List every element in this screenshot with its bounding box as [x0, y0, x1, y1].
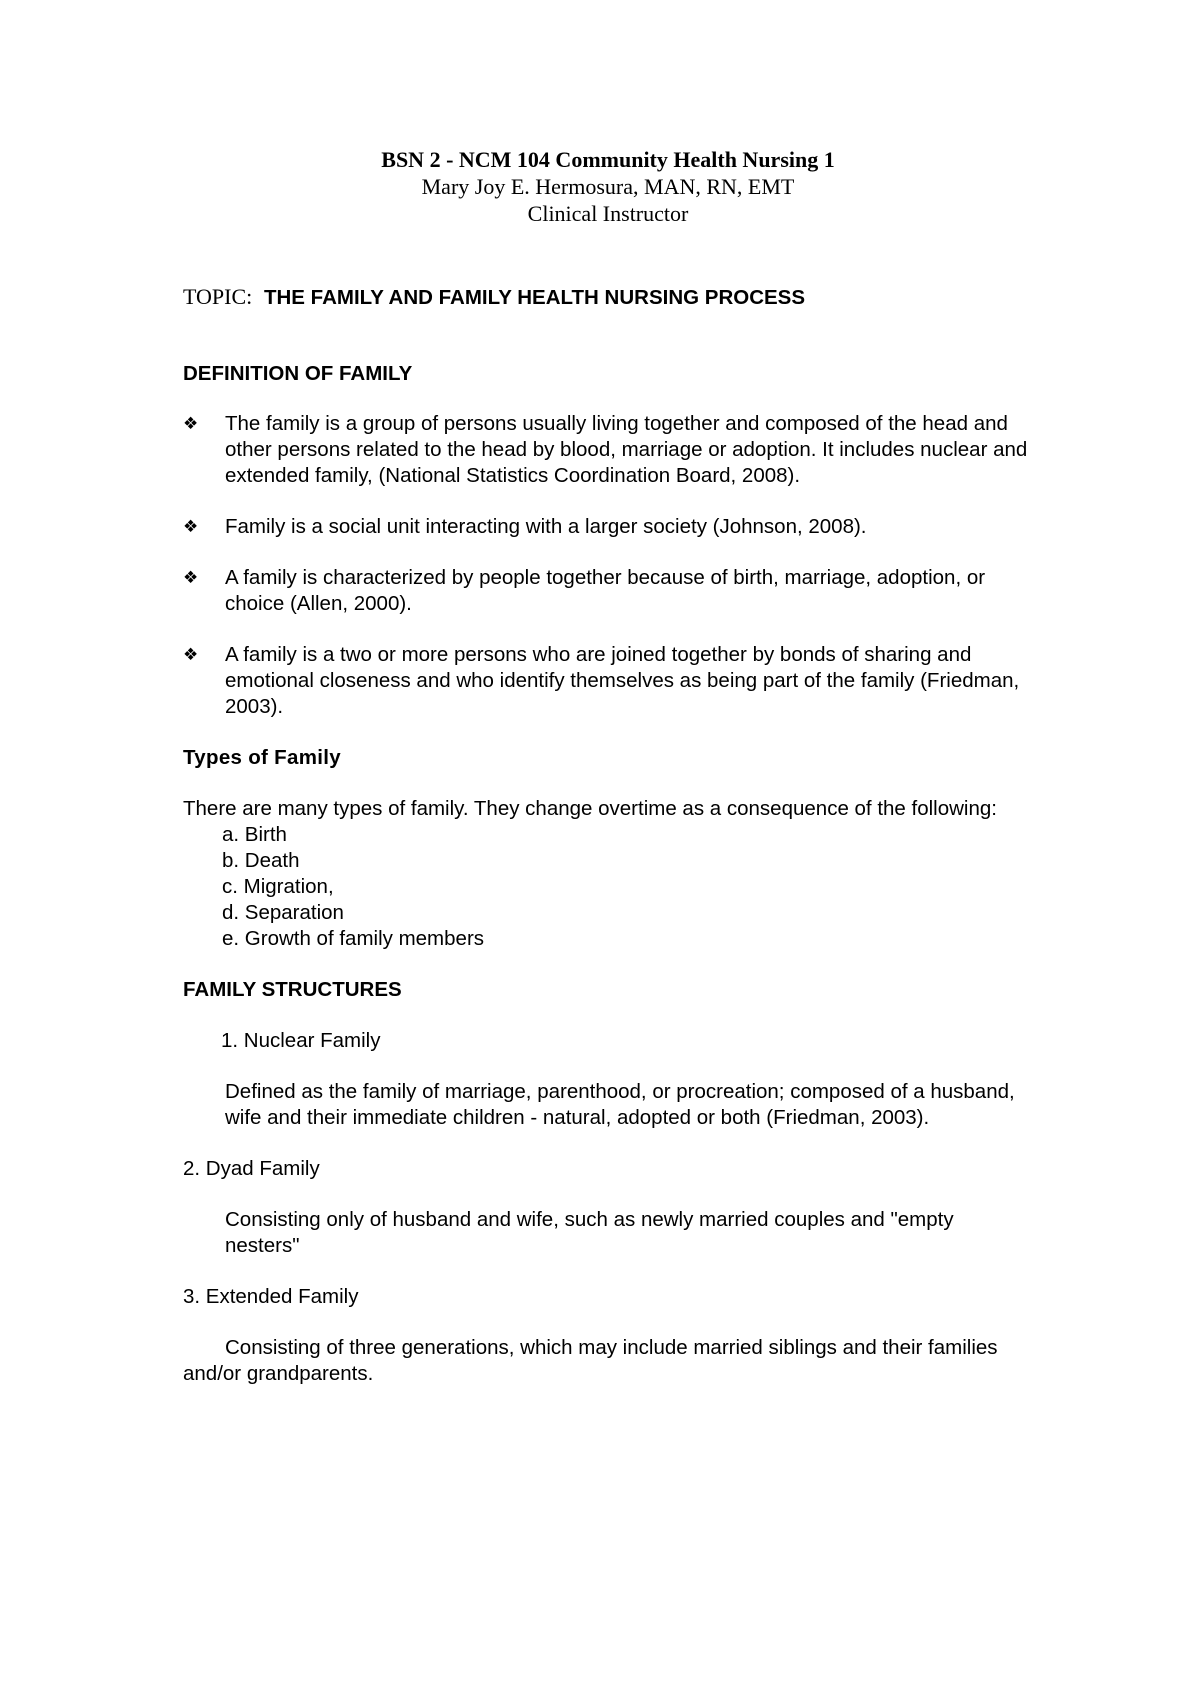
instructor-name: Mary Joy E. Hermosura, MAN, RN, EMT — [421, 174, 795, 199]
definition-item — [183, 565, 1033, 617]
definition-text: A family is a two or more persons who are joined together by bonds of sharing and emotional closeness and who identify themselves as being part of the family (Friedman, 2003). — [225, 643, 1020, 718]
topic-label: TOPIC: — [183, 284, 253, 309]
definition-text: A family is characterized by people together because of birth, marriage, adoption, or choice (Allen, 2000). — [225, 566, 986, 615]
definition-text: Family is a social unit interacting with a larger society (Johnson, 2008). — [225, 515, 867, 538]
definition-item — [183, 642, 1033, 720]
course-title: BSN 2 - NCM 104 Community Health Nursing 1 — [381, 147, 835, 172]
structure-description: Consisting only of husband and wife, such as newly married couples and "empty nesters" — [225, 1208, 954, 1257]
structures-heading: FAMILY STRUCTURES — [183, 978, 402, 1001]
document-content — [183, 146, 1033, 1387]
diamond-bullet-icon: ❖ — [183, 414, 199, 434]
types-heading: Types of Family — [183, 746, 341, 769]
list-item: e. Growth of family members — [222, 927, 485, 950]
definition-list — [183, 411, 1033, 720]
list-item: c. Migration, — [222, 875, 334, 898]
topic-title: THE FAMILY AND FAMILY HEALTH NURSING PROCESS — [263, 286, 806, 309]
list-item: a. Birth — [222, 823, 287, 846]
diamond-bullet-icon: ❖ — [183, 568, 199, 588]
definition-text: The family is a group of persons usually living together and composed of the head and other persons related to the head by blood, marriage or adoption. It includes nuclear and extended family, (National Statistics Coordination Board, 2008). — [225, 412, 1028, 487]
list-item: b. Death — [222, 849, 300, 872]
diamond-bullet-icon: ❖ — [183, 645, 199, 665]
structure-description: Defined as the family of marriage, parenthood, or procreation; composed of a husband, wife and their immediate children - natural, adopted or both (Friedman, 2003). — [225, 1080, 1015, 1129]
structure-label: 2. Dyad Family — [183, 1157, 320, 1180]
definition-item — [183, 411, 1033, 489]
topic-line — [183, 284, 1033, 311]
structure-label: 1. Nuclear Family — [221, 1029, 381, 1052]
types-list — [183, 822, 1033, 952]
document-header — [183, 146, 1033, 227]
structure-description: Consisting of three generations, which may include married siblings and their families and/or grandparents. — [183, 1336, 998, 1385]
structure-label: 3. Extended Family — [183, 1285, 359, 1308]
instructor-role: Clinical Instructor — [527, 201, 689, 226]
types-intro: There are many types of family. They change overtime as a consequence of the following: — [183, 797, 997, 820]
diamond-bullet-icon: ❖ — [183, 517, 199, 537]
definition-item — [183, 514, 1033, 540]
list-item: d. Separation — [222, 901, 344, 924]
definition-heading: DEFINITION OF FAMILY — [183, 362, 413, 385]
